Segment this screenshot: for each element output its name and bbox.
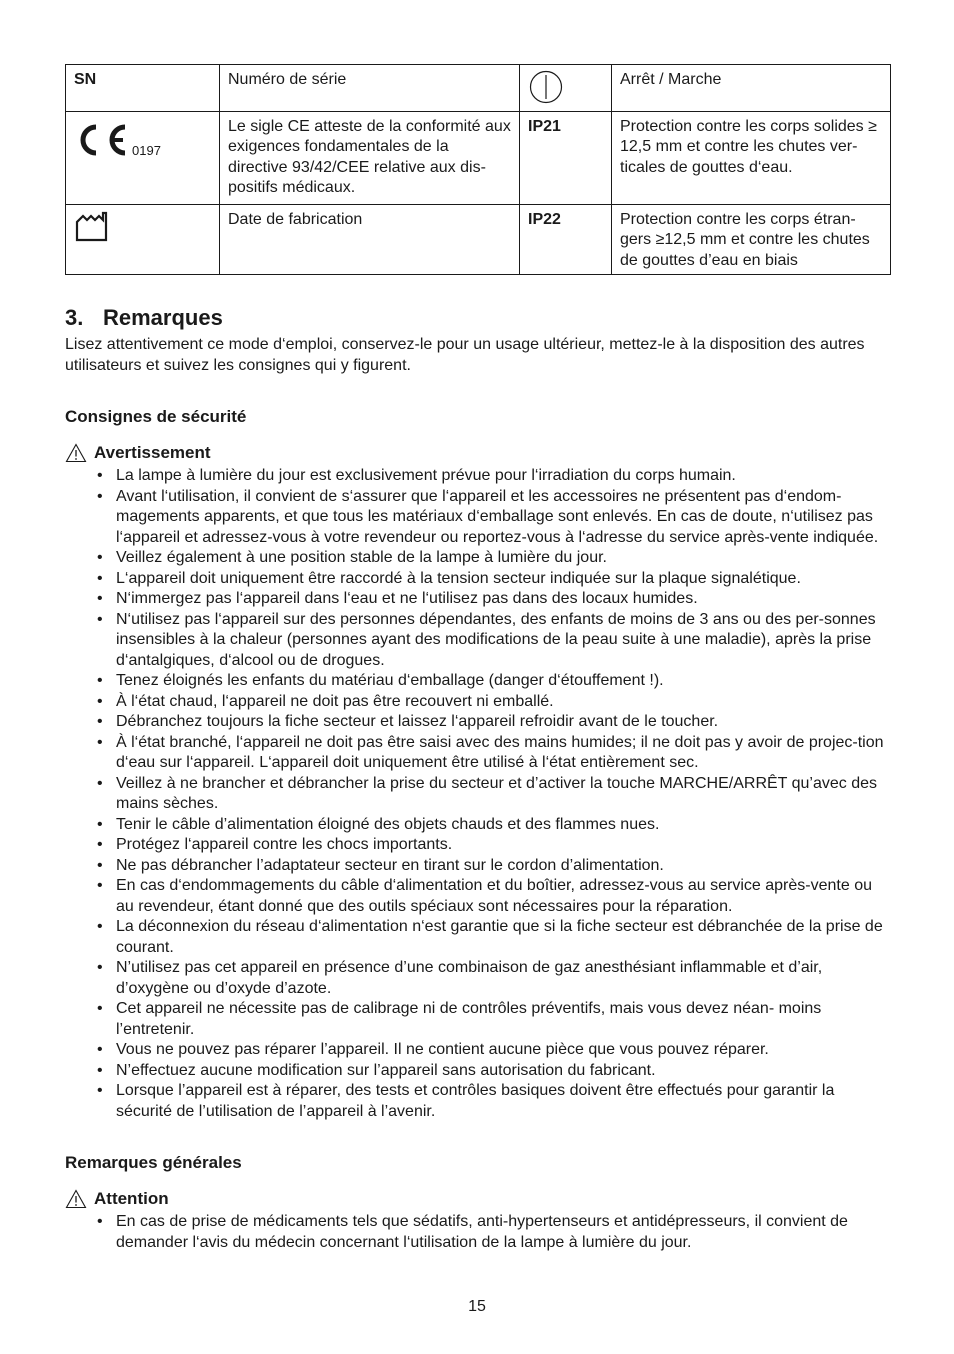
bullet-marker: • — [97, 692, 103, 710]
page-content — [65, 64, 890, 1253]
list-item-text: Lorsque l’appareil est à réparer, des tests et contrôles basiques doivent être effectués pour garantir la sécurité de l’utilisation de l’appareil à l’avenir. — [116, 1082, 835, 1120]
list-item-text: Ne pas débrancher l’adaptateur secteur en tirant sur le cordon d’alimentation. — [116, 856, 664, 874]
bullet-marker: • — [97, 959, 103, 976]
bullet-marker: • — [97, 549, 103, 566]
section-title-text: Remarques — [103, 305, 223, 330]
list-item-text: Tenir le câble d’alimentation éloigné des objets chauds et des flammes nues. — [116, 815, 660, 833]
list-item-text: En cas de prise de médicaments tels que sédatifs, anti-hypertenseurs et antidépresseurs, il convient de demander l‘avis du médecin concernant l‘utilisation de la lampe à lumière du jour. — [116, 1213, 848, 1251]
intro-paragraph: Lisez attentivement ce mode d‘emploi, conservez-le pour un usage ultérieur, mettez-le à la disposition des autres utilisateurs et suivez les consignes qui y figurent. — [65, 336, 865, 374]
sn-symbol: SN — [66, 65, 220, 112]
list-item — [65, 589, 890, 610]
bullet-marker: • — [97, 487, 103, 505]
bullet-marker: • — [97, 610, 103, 628]
bullet-marker: • — [97, 1082, 103, 1099]
list-item-text: Cet appareil ne nécessite pas de calibrage ni de contrôles préventifs, mais vous devez néan- moins l’entretenir. — [116, 1000, 822, 1038]
list-item — [65, 671, 890, 692]
ip22-symbol: IP22 — [520, 204, 612, 275]
list-item-text: N’utilisez pas cet appareil en présence d’une combinaison de gaz anesthésiant inflammable et d’air, d’oxygène ou d’oxyde d’azote. — [116, 959, 823, 997]
bullet-marker: • — [97, 590, 103, 607]
table-row — [66, 65, 891, 112]
list-item — [65, 815, 890, 836]
list-item-text: La déconnexion du réseau d‘alimentation n‘est garantie que si la fiche secteur est débranchée de la prise de courant. — [116, 918, 883, 956]
section-title — [65, 305, 890, 331]
list-item-text: La lampe à lumière du jour est exclusivement prévue pour l‘irradiation du corps humain. — [116, 467, 736, 484]
ip21-description: Protection contre les corps solides ≥ 12,5 mm et contre les chutes ver-ticales de gouttes d‘eau. — [612, 111, 891, 204]
list-item-text: En cas d‘endommagements du câble d‘alimentation et du boîtier, adressez-vous au service après-vente ou au revendeur, étant donné que des outils spéciaux sont nécessaires pour la réparation. — [116, 877, 872, 915]
list-item-text: N’effectuez aucune modification sur l’appareil sans autorisation du fabricant. — [116, 1061, 656, 1079]
list-item — [65, 733, 890, 774]
list-item — [65, 569, 890, 590]
attention-heading — [65, 1188, 890, 1210]
manufacturer-date-icon — [74, 210, 108, 242]
bullet-marker: • — [97, 1061, 103, 1079]
list-item-text: N‘immergez pas l‘appareil dans l‘eau et ne l‘utilisez pas dans des locaux humides. — [116, 590, 698, 607]
attention-label: Attention — [94, 1189, 169, 1208]
list-item — [65, 712, 890, 733]
bullet-marker: • — [97, 733, 103, 751]
ce-symbol-cell — [66, 111, 220, 204]
list-item — [65, 487, 890, 549]
list-item-text: À l‘état chaud, l‘appareil ne doit pas être recouvert ni emballé. — [116, 692, 554, 710]
list-item — [65, 548, 890, 569]
list-item-text: Débranchez toujours la fiche secteur et laissez l‘appareil refroidir avant de le toucher. — [116, 713, 719, 730]
warning-icon — [65, 1189, 87, 1209]
list-item — [65, 1040, 890, 1061]
page-number: 15 — [468, 1298, 486, 1315]
list-item-text: Avant l‘utilisation, il convient de s‘assurer que l‘appareil et les accessoires ne présentent pas d‘endom-magements apparents, et que tous les matériaux d‘emballage sont enlevés. En cas de doute, n‘utilisez pas l‘appareil et adressez-vous à votre revendeur ou reportez-vous à l‘adresse du service après-vente indiquée. — [116, 487, 879, 546]
list-item — [65, 1061, 890, 1082]
list-item-text: Veillez à ne brancher et débrancher la prise du secteur et d’activer la touche MARCHE/ARRÊT qu’avec des mains sèches. — [116, 774, 877, 812]
manufacturer-date-cell — [66, 204, 220, 275]
bullet-marker: • — [97, 1041, 103, 1058]
symbol-table — [65, 64, 891, 275]
safety-heading: Consignes de sécurité — [65, 407, 247, 426]
manufacturer-date-description: Date de fabrication — [220, 204, 520, 275]
list-item — [65, 917, 890, 958]
bullet-marker: • — [97, 1000, 103, 1017]
bullet-marker: • — [97, 836, 103, 853]
ce-description: Le sigle CE atteste de la conformité aux exigences fondamentales de la directive 93/42/CEE relative aux dis-positifs médicaux. — [220, 111, 520, 204]
bullet-marker: • — [97, 877, 103, 894]
list-item — [65, 1212, 890, 1253]
power-symbol-cell — [520, 65, 612, 112]
general-heading: Remarques générales — [65, 1153, 242, 1172]
warning-heading — [65, 442, 890, 464]
general-list — [65, 1212, 890, 1253]
list-item-text: Veillez également à une position stable de la lampe à lumière du jour. — [116, 549, 607, 566]
bullet-marker: • — [97, 569, 103, 587]
list-item-text: Vous ne pouvez pas réparer l’appareil. Il ne contient aucune pièce que vous pouvez réparer. — [116, 1041, 769, 1058]
bullet-marker: • — [97, 918, 103, 935]
table-row — [66, 204, 891, 275]
warning-icon — [65, 443, 87, 463]
bullet-marker: • — [97, 774, 103, 792]
list-item-text: À l‘état branché, l‘appareil ne doit pas être saisi avec des mains humides; il ne doit pas y avoir de projec-tion d‘eau sur l‘appareil. L‘appareil doit uniquement être utilisé à l‘état entièrement sec. — [116, 733, 884, 771]
list-item — [65, 856, 890, 877]
ip21-symbol: IP21 — [520, 111, 612, 204]
bullet-marker: • — [97, 467, 103, 484]
list-item-text: Tenez éloignés les enfants du matériau d‘emballage (danger d‘étouffement !). — [116, 672, 664, 689]
list-item-text: Protégez l‘appareil contre les chocs importants. — [116, 836, 453, 853]
ce-mark-icon — [74, 121, 130, 159]
bullet-marker: • — [97, 672, 103, 689]
list-item — [65, 835, 890, 856]
sn-description: Numéro de série — [220, 65, 520, 112]
list-item — [65, 1081, 890, 1122]
power-icon — [528, 70, 564, 104]
list-item — [65, 774, 890, 815]
list-item-text: L‘appareil doit uniquement être raccordé à la tension secteur indiquée sur la plaque signalétique. — [116, 569, 801, 587]
warning-label: Avertissement — [94, 443, 211, 462]
ce-number: 0197 — [132, 142, 161, 158]
list-item — [65, 466, 890, 487]
bullet-marker: • — [97, 856, 103, 874]
list-item — [65, 999, 890, 1040]
ip22-description: Protection contre les corps étran-gers ≥12,5 mm et contre les chutes de gouttes d’eau en biais — [612, 204, 891, 275]
table-row — [66, 111, 891, 204]
section-number: 3. — [65, 305, 84, 330]
list-item — [65, 958, 890, 999]
safety-list — [65, 466, 890, 1122]
bullet-marker: • — [97, 815, 103, 833]
list-item — [65, 692, 890, 713]
power-description: Arrêt / Marche — [612, 65, 891, 112]
list-item — [65, 876, 890, 917]
bullet-marker: • — [97, 1213, 103, 1230]
list-item — [65, 610, 890, 672]
list-item-text: N‘utilisez pas l‘appareil sur des personnes dépendantes, des enfants de moins de 3 ans ou des per-sonnes insensibles à la chaleur (personnes ayant des modifications de la peau suite à une maladie), après la prise d‘antalgiques, d‘alcool ou de drogues. — [116, 610, 876, 669]
bullet-marker: • — [97, 713, 103, 730]
